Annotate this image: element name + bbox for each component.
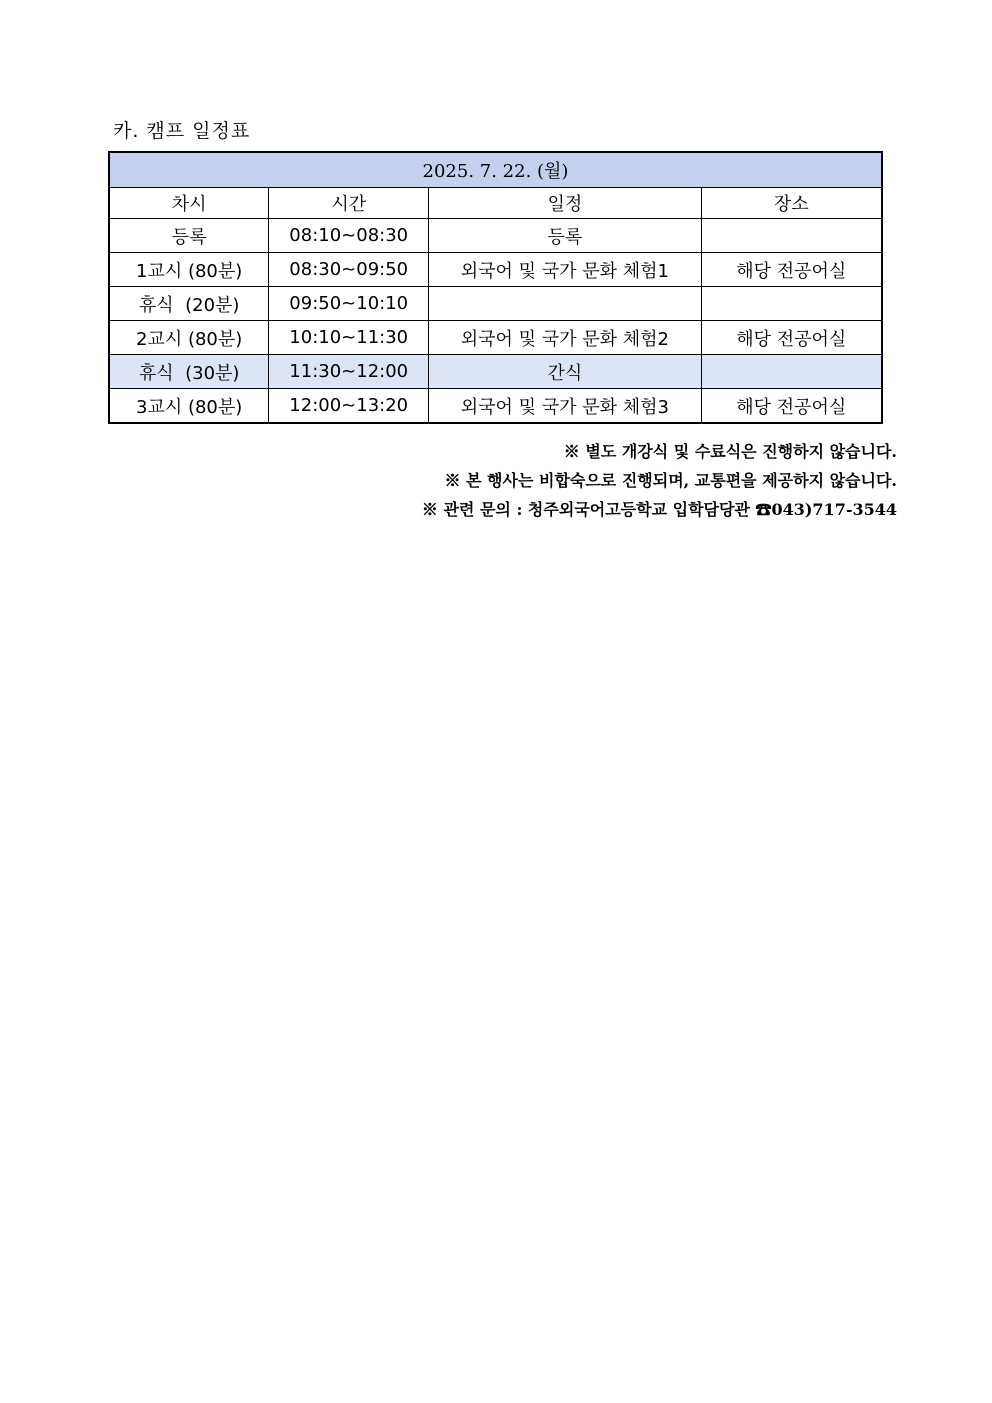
note-contact: ※ 관련 문의 : 청주외국어고등학교 입학담당관 ☎043)717-3544 bbox=[421, 500, 897, 519]
section-title: 카. 캠프 일정표 bbox=[113, 120, 251, 142]
cell-place bbox=[701, 287, 882, 321]
cell-plan: 등록 bbox=[429, 219, 701, 253]
cell-place: 해당 전공어실 bbox=[701, 321, 882, 355]
cell-place bbox=[701, 355, 882, 389]
cell-session: 1교시 (80분) bbox=[109, 253, 269, 287]
cell-plan: 외국어 및 국가 문화 체험1 bbox=[429, 253, 701, 287]
cell-place bbox=[701, 219, 882, 253]
date-row bbox=[109, 152, 882, 188]
header-row bbox=[109, 188, 882, 219]
table-row bbox=[109, 253, 882, 287]
note-no-ceremony: ※ 별도 개강식 및 수료식은 진행하지 않습니다. bbox=[563, 442, 897, 461]
cell-session: 등록 bbox=[109, 219, 269, 253]
cell-time: 08:10~08:30 bbox=[269, 219, 429, 253]
cell-time: 09:50~10:10 bbox=[269, 287, 429, 321]
cell-time: 11:30~12:00 bbox=[269, 355, 429, 389]
cell-place: 해당 전공어실 bbox=[701, 389, 882, 424]
cell-session: 3교시 (80분) bbox=[109, 389, 269, 424]
cell-session: 휴식 (30분) bbox=[109, 355, 269, 389]
camp-schedule-table bbox=[108, 151, 883, 424]
cell-plan: 외국어 및 국가 문화 체험2 bbox=[429, 321, 701, 355]
cell-session: 2교시 (80분) bbox=[109, 321, 269, 355]
header-session: 차시 bbox=[109, 188, 269, 219]
cell-time: 12:00~13:20 bbox=[269, 389, 429, 424]
cell-place: 해당 전공어실 bbox=[701, 253, 882, 287]
note-no-transport: ※ 본 행사는 비합숙으로 진행되며, 교통편을 제공하지 않습니다. bbox=[444, 471, 897, 490]
table-row bbox=[109, 389, 882, 424]
table-row-highlighted bbox=[109, 355, 882, 389]
table-row bbox=[109, 321, 882, 355]
schedule-date: 2025. 7. 22. (월) bbox=[109, 152, 882, 188]
table-row bbox=[109, 287, 882, 321]
cell-plan bbox=[429, 287, 701, 321]
cell-session: 휴식 (20분) bbox=[109, 287, 269, 321]
table-row bbox=[109, 219, 882, 253]
notes-block bbox=[422, 437, 897, 524]
cell-time: 08:30~09:50 bbox=[269, 253, 429, 287]
cell-plan: 외국어 및 국가 문화 체험3 bbox=[429, 389, 701, 424]
cell-plan: 간식 bbox=[429, 355, 701, 389]
header-plan: 일정 bbox=[429, 188, 701, 219]
cell-time: 10:10~11:30 bbox=[269, 321, 429, 355]
header-place: 장소 bbox=[701, 188, 882, 219]
header-time: 시간 bbox=[269, 188, 429, 219]
